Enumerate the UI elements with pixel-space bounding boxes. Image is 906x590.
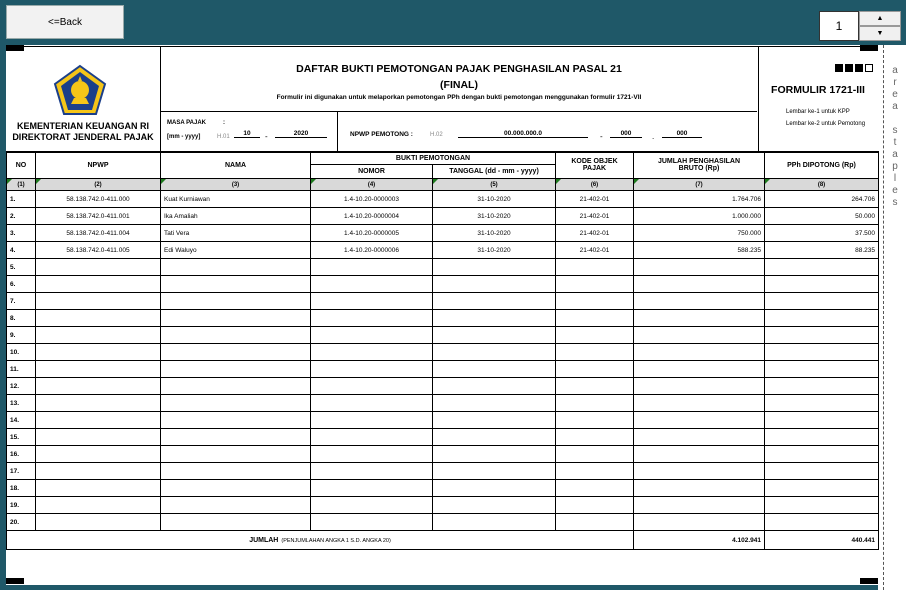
staples-area [878, 45, 906, 590]
cell-npwp[interactable]: 58.138.742.0-411.001 [36, 208, 161, 225]
cell-nomor[interactable]: 1.4-10.20-0000005 [311, 225, 433, 242]
form-subtitle: (FINAL) [440, 79, 478, 91]
cell-tanggal[interactable] [433, 259, 556, 276]
table-row [7, 395, 879, 412]
sheet1-label: Lembar ke-1 untuk KPP [786, 109, 850, 115]
cell-nomor[interactable] [311, 361, 433, 378]
cell-npwp[interactable] [36, 446, 161, 463]
cell-npwp[interactable] [36, 412, 161, 429]
form-description: Formulir ini digunakan untuk melaporkan pemotongan PPh dengan bukti pemotongan menggunakan formulir 1721-VII [276, 94, 642, 101]
cell-kode[interactable] [556, 480, 634, 497]
staples-letter: s [892, 125, 898, 136]
cell-tanggal[interactable]: 31-10-2020 [433, 225, 556, 242]
cell-kode[interactable] [556, 395, 634, 412]
cell-nama[interactable] [161, 344, 311, 361]
cell-tanggal[interactable] [433, 310, 556, 327]
staples-letter: l [893, 173, 897, 184]
column-number-text: (5) [490, 181, 498, 188]
cell-pph[interactable]: 88.235 [765, 242, 879, 259]
column-number [634, 179, 765, 191]
cell-no[interactable]: 15. [7, 429, 36, 446]
npwp-pemotong-section [338, 112, 757, 151]
cell-npwp[interactable] [36, 514, 161, 531]
cell-bruto[interactable] [634, 344, 765, 361]
form-code-area [758, 47, 879, 151]
page-spinner[interactable] [819, 11, 901, 41]
form-code: FORMULIR 1721-III [771, 84, 865, 96]
cell-pph[interactable] [765, 327, 879, 344]
cell-comment-marker-icon [433, 179, 438, 184]
masa-format: [mm - yyyy] [167, 134, 201, 140]
masa-month-field[interactable]: 10 [234, 130, 260, 138]
cell-tanggal[interactable] [433, 361, 556, 378]
col-bukti-header: BUKTI PEMOTONGAN [311, 152, 556, 165]
cell-nomor[interactable] [311, 259, 433, 276]
org-line1: KEMENTERIAN KEUANGAN RI [16, 121, 149, 131]
form-sheet [6, 45, 878, 585]
cell-tanggal[interactable] [433, 395, 556, 412]
cell-kode[interactable] [556, 463, 634, 480]
square-icon [845, 64, 853, 72]
cell-kode[interactable] [556, 378, 634, 395]
cell-npwp[interactable] [36, 327, 161, 344]
table-row [7, 327, 879, 344]
table-row [7, 480, 879, 497]
staples-letter: a [892, 101, 898, 112]
cell-kode[interactable] [556, 327, 634, 344]
cell-pph[interactable] [765, 446, 879, 463]
cell-nomor[interactable] [311, 514, 433, 531]
table-row [7, 208, 879, 225]
cell-nama[interactable] [161, 259, 311, 276]
cell-no[interactable]: 12. [7, 378, 36, 395]
cell-tanggal[interactable] [433, 480, 556, 497]
masa-label: MASA PAJAK [167, 120, 207, 126]
cell-pph[interactable]: 50.000 [765, 208, 879, 225]
cell-pph[interactable] [765, 293, 879, 310]
square-icon [835, 64, 843, 72]
cell-bruto[interactable]: 588.235 [634, 242, 765, 259]
cell-bruto[interactable] [634, 310, 765, 327]
cell-bruto[interactable] [634, 412, 765, 429]
total-note: (PENJUMLAHAN ANGKA 1 S.D. ANGKA 20) [281, 537, 391, 544]
cell-comment-marker-icon [7, 179, 12, 184]
column-number [311, 179, 433, 191]
org-name [6, 121, 160, 143]
table-row [7, 293, 879, 310]
col-npwp-header: NPWP [36, 152, 161, 179]
masa-code: H.01 [217, 134, 230, 140]
cell-bruto[interactable]: 1.000.000 [634, 208, 765, 225]
cell-no[interactable]: 17. [7, 463, 36, 480]
cell-pph[interactable] [765, 259, 879, 276]
cell-pph[interactable] [765, 429, 879, 446]
cell-comment-marker-icon [765, 179, 770, 184]
cell-nomor[interactable] [311, 412, 433, 429]
cell-tanggal[interactable] [433, 412, 556, 429]
cell-nama[interactable] [161, 276, 311, 293]
cell-pph[interactable] [765, 463, 879, 480]
cell-no[interactable]: 14. [7, 412, 36, 429]
cell-nomor[interactable]: 1.4-10.20-0000006 [311, 242, 433, 259]
cell-bruto[interactable] [634, 327, 765, 344]
cell-pph[interactable] [765, 514, 879, 531]
cell-comment-marker-icon [634, 179, 639, 184]
cell-comment-marker-icon [161, 179, 166, 184]
logo-box [6, 47, 161, 151]
total-row [7, 531, 879, 550]
corner-mark [860, 578, 878, 584]
cell-bruto[interactable] [634, 514, 765, 531]
cell-nomor[interactable] [311, 344, 433, 361]
cell-bruto[interactable] [634, 378, 765, 395]
kode-line1: KODE OBJEK [571, 158, 618, 165]
cell-comment-marker-icon [311, 179, 316, 184]
cell-no[interactable]: 6. [7, 276, 36, 293]
total-pph: 440.441 [765, 531, 879, 550]
cell-pph[interactable] [765, 310, 879, 327]
cell-nama[interactable]: Tati Vera [161, 225, 311, 242]
cell-nama[interactable] [161, 463, 311, 480]
cell-pph[interactable] [765, 412, 879, 429]
cell-tanggal[interactable] [433, 344, 556, 361]
cell-nomor[interactable] [311, 480, 433, 497]
npwp-label: NPWP PEMOTONG : [350, 131, 413, 138]
table-row [7, 514, 879, 531]
table-row [7, 259, 879, 276]
spin-down-icon[interactable]: ▼ [859, 26, 901, 41]
cell-nama[interactable] [161, 310, 311, 327]
sheet2-label: Lembar ke-2 untuk Pemotong [786, 121, 866, 127]
cell-npwp[interactable] [36, 395, 161, 412]
staples-letter: e [892, 185, 898, 196]
cell-nomor[interactable] [311, 327, 433, 344]
cell-no[interactable]: 18. [7, 480, 36, 497]
cell-pph[interactable] [765, 378, 879, 395]
cell-npwp[interactable] [36, 497, 161, 514]
cell-no[interactable]: 2. [7, 208, 36, 225]
column-number [765, 179, 879, 191]
cell-nama[interactable] [161, 378, 311, 395]
column-number [161, 179, 311, 191]
cell-pph[interactable]: 264.706 [765, 191, 879, 208]
cell-npwp[interactable]: 58.138.742.0-411.004 [36, 225, 161, 242]
cell-nomor[interactable] [311, 395, 433, 412]
table-row [7, 378, 879, 395]
form-title: DAFTAR BUKTI PEMOTONGAN PAJAK PENGHASILAN PASAL 21 [296, 63, 622, 75]
cell-npwp[interactable]: 58.138.742.0-411.000 [36, 191, 161, 208]
cell-nama[interactable] [161, 480, 311, 497]
column-number-text: (6) [590, 181, 599, 188]
col-pph-header: PPh DIPOTONG (Rp) [765, 152, 879, 179]
cell-bruto[interactable] [634, 361, 765, 378]
cell-tanggal[interactable] [433, 276, 556, 293]
col-tanggal-header: TANGGAL (dd - mm - yyyy) [433, 165, 556, 179]
cell-kode[interactable] [556, 497, 634, 514]
cell-tanggal[interactable] [433, 378, 556, 395]
cell-npwp[interactable] [36, 480, 161, 497]
cell-kode[interactable] [556, 344, 634, 361]
cell-tanggal[interactable] [433, 514, 556, 531]
cell-nama[interactable]: Ika Amaliah [161, 208, 311, 225]
cell-bruto[interactable] [634, 480, 765, 497]
npwp-dash: - [600, 132, 603, 141]
cell-nomor[interactable] [311, 310, 433, 327]
corner-mark [6, 578, 24, 584]
cell-nomor[interactable] [311, 429, 433, 446]
cell-nama[interactable] [161, 327, 311, 344]
cell-no[interactable]: 3. [7, 225, 36, 242]
cell-no[interactable]: 7. [7, 293, 36, 310]
masa-dash: - [265, 132, 268, 141]
column-number-text: (1) [17, 181, 25, 188]
cell-nama[interactable] [161, 395, 311, 412]
column-number-text: (2) [94, 181, 102, 188]
cell-tanggal[interactable] [433, 429, 556, 446]
cell-tanggal[interactable]: 31-10-2020 [433, 208, 556, 225]
table-row [7, 191, 879, 208]
staples-letter: s [892, 197, 898, 208]
cell-tanggal[interactable] [433, 293, 556, 310]
table-row [7, 446, 879, 463]
table-row [7, 463, 879, 480]
cell-bruto[interactable]: 750.000 [634, 225, 765, 242]
cell-no[interactable]: 9. [7, 327, 36, 344]
cell-nama[interactable] [161, 497, 311, 514]
cell-kode[interactable]: 21-402-01 [556, 225, 634, 242]
cell-nama[interactable] [161, 446, 311, 463]
page-number-field[interactable]: 1 [819, 11, 859, 41]
cell-bruto[interactable] [634, 293, 765, 310]
cell-nama[interactable] [161, 514, 311, 531]
cell-kode[interactable] [556, 259, 634, 276]
cell-no[interactable]: 20. [7, 514, 36, 531]
total-label: JUMLAH [249, 536, 279, 544]
cell-nomor[interactable] [311, 446, 433, 463]
masa-pajak-section [161, 112, 338, 151]
cell-kode[interactable] [556, 361, 634, 378]
cell-kode[interactable] [556, 276, 634, 293]
cell-npwp[interactable] [36, 429, 161, 446]
cell-nomor[interactable] [311, 463, 433, 480]
column-number [556, 179, 634, 191]
cell-bruto[interactable] [634, 463, 765, 480]
cell-nama[interactable] [161, 293, 311, 310]
col-kode-header [556, 152, 634, 179]
col-nama-header: NAMA [161, 152, 311, 179]
back-button[interactable]: <=Back [6, 5, 124, 39]
bruto-line1: JUMLAH PENGHASILAN [657, 158, 741, 165]
cell-bruto[interactable] [634, 497, 765, 514]
cell-kode[interactable]: 21-402-01 [556, 242, 634, 259]
cell-kode[interactable]: 21-402-01 [556, 191, 634, 208]
staples-letter: e [892, 89, 898, 100]
npwp-part2-field[interactable]: 000 [610, 130, 642, 138]
cell-kode[interactable] [556, 310, 634, 327]
cell-nomor[interactable] [311, 276, 433, 293]
cell-bruto[interactable] [634, 259, 765, 276]
cell-pph[interactable] [765, 480, 879, 497]
org-line2: DIREKTORAT JENDERAL PAJAK [12, 132, 154, 142]
data-table [6, 151, 879, 550]
cell-pph[interactable] [765, 497, 879, 514]
npwp-part3-field[interactable]: 000 [662, 130, 702, 138]
table-row [7, 310, 879, 327]
col-no-header: NO [7, 152, 36, 179]
kode-line2: PAJAK [582, 165, 607, 172]
staples-letter: a [892, 149, 898, 160]
cell-bruto[interactable] [634, 446, 765, 463]
cell-nomor[interactable] [311, 497, 433, 514]
table-row [7, 497, 879, 514]
table-row [7, 429, 879, 446]
npwp-code: H.02 [430, 132, 443, 138]
cell-npwp[interactable] [36, 259, 161, 276]
bruto-line2: BRUTO (Rp) [678, 165, 720, 172]
masa-year-field[interactable]: 2020 [275, 130, 327, 138]
cell-npwp[interactable] [36, 276, 161, 293]
staples-letter: a [892, 65, 898, 76]
cell-kode[interactable] [556, 514, 634, 531]
cell-bruto[interactable] [634, 429, 765, 446]
cell-npwp[interactable] [36, 378, 161, 395]
table-row [7, 242, 879, 259]
cell-pph[interactable] [765, 276, 879, 293]
cell-no[interactable]: 19. [7, 497, 36, 514]
cell-nomor[interactable]: 1.4-10.20-0000004 [311, 208, 433, 225]
cell-kode[interactable] [556, 412, 634, 429]
staples-label [888, 65, 902, 209]
column-number-text: (8) [817, 181, 826, 188]
masa-colon: : [223, 120, 225, 126]
table-row [7, 361, 879, 378]
staples-letter: t [893, 137, 897, 148]
cell-npwp[interactable] [36, 344, 161, 361]
kemenkeu-logo-icon [53, 64, 107, 118]
cell-pph[interactable] [765, 361, 879, 378]
cell-bruto[interactable] [634, 276, 765, 293]
cell-no[interactable]: 4. [7, 242, 36, 259]
cell-kode[interactable] [556, 429, 634, 446]
cell-kode[interactable] [556, 293, 634, 310]
cell-kode[interactable]: 21-402-01 [556, 208, 634, 225]
total-label-cell [7, 531, 634, 550]
cell-tanggal[interactable]: 31-10-2020 [433, 242, 556, 259]
total-bruto: 4.102.941 [634, 531, 765, 550]
cell-npwp[interactable]: 58.138.742.0-411.005 [36, 242, 161, 259]
column-number [7, 179, 36, 191]
cell-no[interactable]: 8. [7, 310, 36, 327]
form-header [6, 46, 878, 153]
cell-tanggal[interactable] [433, 446, 556, 463]
title-area [161, 47, 757, 112]
cell-tanggal[interactable] [433, 463, 556, 480]
cell-pph[interactable] [765, 395, 879, 412]
cell-comment-marker-icon [556, 179, 561, 184]
cell-tanggal[interactable] [433, 497, 556, 514]
spin-up-icon[interactable]: ▲ [859, 11, 901, 26]
cell-no[interactable]: 5. [7, 259, 36, 276]
cell-no[interactable]: 13. [7, 395, 36, 412]
cell-no[interactable]: 10. [7, 344, 36, 361]
col-nomor-header: NOMOR [311, 165, 433, 179]
square-icon [865, 64, 873, 72]
staples-letter [888, 113, 902, 125]
cell-bruto[interactable] [634, 395, 765, 412]
cell-npwp[interactable] [36, 361, 161, 378]
table-row [7, 344, 879, 361]
square-icon [855, 64, 863, 72]
cell-tanggal[interactable]: 31-10-2020 [433, 191, 556, 208]
cell-nama[interactable] [161, 412, 311, 429]
npwp-dot: . [652, 132, 655, 141]
cell-nama[interactable]: Edi Waluyo [161, 242, 311, 259]
cell-pph[interactable]: 37.500 [765, 225, 879, 242]
cell-npwp[interactable] [36, 293, 161, 310]
column-number-text: (3) [231, 181, 240, 188]
table-row [7, 225, 879, 242]
cell-nomor[interactable]: 1.4-10.20-0000003 [311, 191, 433, 208]
cell-npwp[interactable] [36, 310, 161, 327]
column-number [433, 179, 556, 191]
cell-bruto[interactable]: 1.764.706 [634, 191, 765, 208]
cell-nama[interactable] [161, 429, 311, 446]
cell-nama[interactable]: Kuat Kurniawan [161, 191, 311, 208]
staples-letter: p [892, 161, 898, 172]
cell-npwp[interactable] [36, 463, 161, 480]
staples-divider [883, 45, 884, 590]
cell-nomor[interactable] [311, 293, 433, 310]
col-bruto-header [634, 152, 765, 179]
column-number-text: (4) [367, 181, 376, 188]
staples-letter: r [893, 77, 897, 88]
cell-no[interactable]: 16. [7, 446, 36, 463]
column-number-text: (7) [695, 181, 703, 188]
table-row [7, 276, 879, 293]
cell-tanggal[interactable] [433, 327, 556, 344]
table-row [7, 412, 879, 429]
npwp-part1-field[interactable]: 00.000.000.0 [458, 130, 588, 138]
cell-nomor[interactable] [311, 378, 433, 395]
column-number [36, 179, 161, 191]
cell-comment-marker-icon [36, 179, 41, 184]
cell-pph[interactable] [765, 344, 879, 361]
cell-no[interactable]: 11. [7, 361, 36, 378]
cell-kode[interactable] [556, 446, 634, 463]
cell-nama[interactable] [161, 361, 311, 378]
cell-no[interactable]: 1. [7, 191, 36, 208]
